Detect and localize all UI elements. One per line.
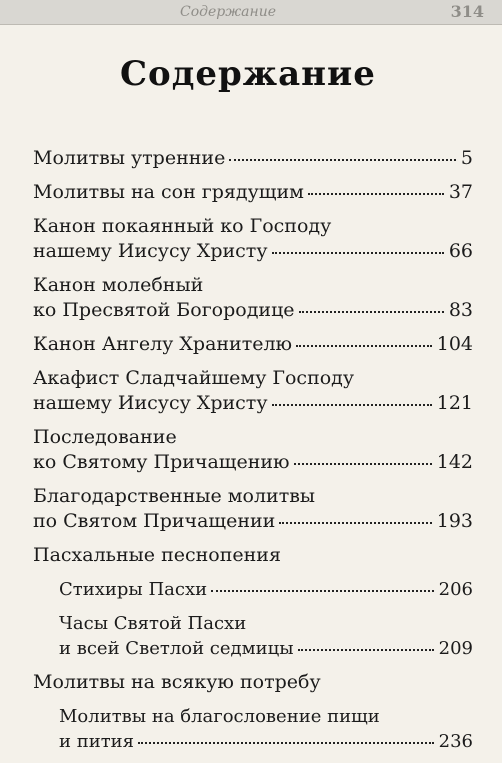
toc-page-number: 83 — [448, 299, 473, 321]
toc-page-number: 104 — [436, 333, 473, 355]
entry-gap — [33, 264, 473, 273]
toc-entry-title: Молитвы на всякую потребу — [33, 671, 321, 693]
toc-entry-title: Благодарственные молитвы — [33, 485, 316, 507]
toc-entry — [59, 611, 473, 661]
entry-gap — [33, 534, 473, 543]
toc-entry — [59, 577, 473, 602]
toc-entry-title: по Святом Причащении — [33, 510, 276, 532]
toc-entry-title: Молитвы утренние — [33, 147, 226, 169]
toc-entry — [33, 543, 473, 568]
entry-gap — [33, 323, 473, 332]
dot-leader — [279, 522, 431, 524]
entry-gap — [33, 568, 473, 577]
toc-entry — [33, 214, 473, 264]
entry-gap — [33, 475, 473, 484]
entry-gap — [33, 661, 473, 670]
entry-gap — [33, 754, 473, 763]
entry-gap — [33, 602, 473, 611]
dot-leader — [294, 463, 432, 465]
entry-gap — [33, 357, 473, 366]
dot-leader — [211, 590, 434, 592]
toc-entry-title: Акафист Сладчайшему Господу — [33, 367, 355, 389]
dot-leader — [229, 159, 456, 161]
toc-entry-line — [33, 509, 473, 534]
toc-page-number: 66 — [448, 240, 473, 262]
toc-entry-title: и всей Светлой седмицы — [59, 638, 294, 659]
toc-page-number: 5 — [460, 147, 473, 169]
toc-entry — [33, 180, 473, 205]
toc-entry-line — [33, 180, 473, 205]
toc-entry-title: нашему Иисусу Христу — [33, 240, 268, 262]
toc-entry-line — [33, 239, 473, 264]
toc-entry-line — [33, 543, 473, 568]
toc-entry-line — [33, 298, 473, 323]
toc-entry — [33, 670, 473, 695]
toc-page-number: 236 — [438, 731, 473, 752]
toc-entry-title: нашему Иисусу Христу — [33, 392, 268, 414]
toc-entry-line — [33, 366, 473, 391]
toc-entry-title: Последование — [33, 426, 177, 448]
dot-leader — [272, 252, 444, 254]
toc-entry-line — [33, 391, 473, 416]
toc-entry-line — [59, 636, 473, 661]
entry-gap — [33, 695, 473, 704]
toc-entry-line — [33, 332, 473, 357]
toc-entry-title: ко Святому Причащению — [33, 451, 290, 473]
toc-entry-line — [33, 450, 473, 475]
toc-entry-title: ко Пресвятой Богородице — [33, 299, 295, 321]
toc-entry — [33, 366, 473, 416]
toc-page-number: 37 — [448, 181, 473, 203]
toc-entry-line — [33, 214, 473, 239]
toc-entry-title: Молитвы на благословение пищи — [59, 706, 380, 727]
toc-entry — [33, 332, 473, 357]
toc-entry-line — [59, 729, 473, 754]
toc-entry-title: Канон молебный — [33, 274, 204, 296]
dot-leader — [299, 311, 444, 313]
toc-entry — [33, 146, 473, 171]
toc-entry — [33, 273, 473, 323]
toc-entry-line — [33, 670, 473, 695]
toc-entry-title: Пасхальные песнопения — [33, 544, 281, 566]
toc-entry-line — [33, 484, 473, 509]
page-title: Содержание — [120, 54, 376, 94]
toc-entry-line — [59, 611, 473, 636]
toc-entry-title: Стихиры Пасхи — [59, 579, 208, 600]
toc-entry-title: Молитвы на сон грядущим — [33, 181, 304, 203]
toc-entry-line — [33, 425, 473, 450]
toc-page-number: 121 — [436, 392, 473, 414]
dot-leader — [272, 404, 432, 406]
dot-leader — [296, 345, 432, 347]
toc-page-number: 209 — [438, 638, 473, 659]
toc-page-number: 142 — [436, 451, 473, 473]
toc-entry-line — [33, 146, 473, 171]
toc-entry-line — [33, 273, 473, 298]
entry-gap — [33, 171, 473, 180]
entry-gap — [33, 205, 473, 214]
toc-entry-title: Часы Святой Пасхи — [59, 613, 247, 634]
toc-entry-title: Канон покаянный ко Господу — [33, 215, 332, 237]
toc-entry-title: Канон Ангелу Хранителю — [33, 333, 293, 355]
toc-entry-line — [59, 577, 473, 602]
toc-entry-title: и пития — [59, 731, 135, 752]
running-head-title: Содержание — [180, 4, 277, 20]
toc-entry-line — [59, 704, 473, 729]
dot-leader — [298, 649, 434, 651]
toc-entry — [59, 704, 473, 754]
running-head-page-number: 314 — [450, 2, 484, 21]
toc-entry — [33, 425, 473, 475]
toc-page-number: 193 — [436, 510, 473, 532]
dot-leader — [308, 193, 444, 195]
table-of-contents — [33, 146, 473, 763]
toc-entry — [33, 484, 473, 534]
running-head — [0, 0, 502, 25]
toc-page-number: 206 — [438, 579, 473, 600]
entry-gap — [33, 416, 473, 425]
dot-leader — [138, 742, 434, 744]
